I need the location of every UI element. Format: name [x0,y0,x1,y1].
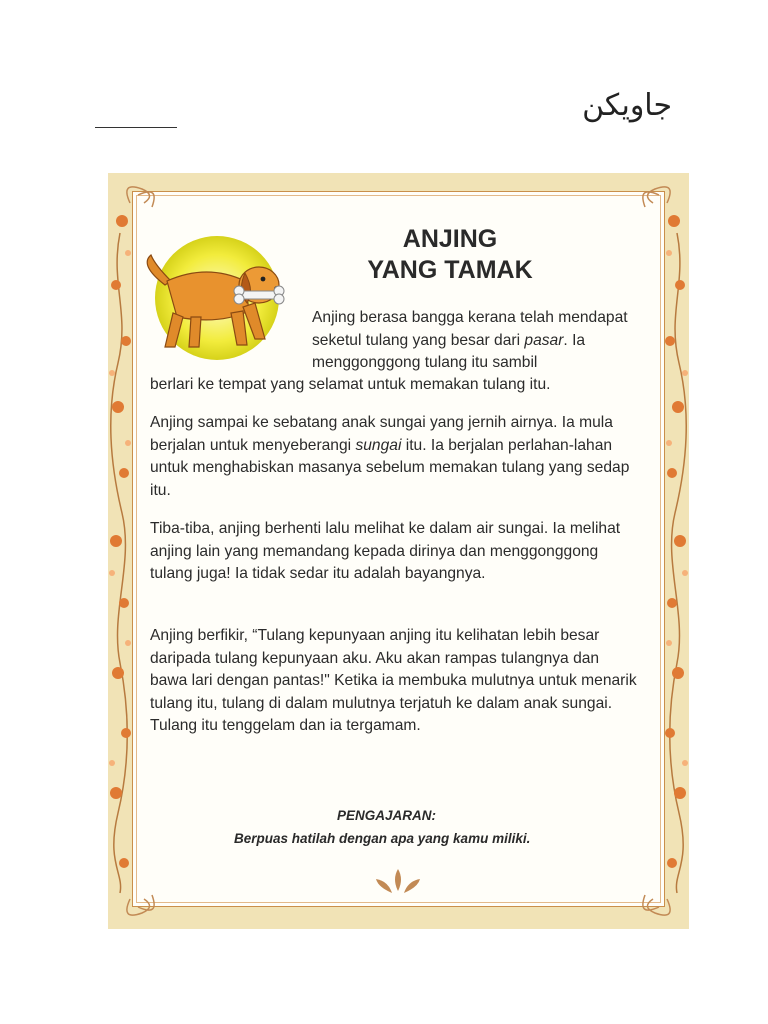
title-line-1: ANJING [402,225,498,253]
bottom-ornament-icon [376,869,420,893]
paragraph-4: Anjing berfikir, “Tulang kepunyaan anjing itu kelihatan lebih besar daripada tulang kepunyaan aku. Aku akan rampas tulangnya dan bawa lari dengan pantas!" Ketika ia membuka mulutnya untuk menarik tulang itu, tulang di dalam mulutnya terjatuh ke dalam anak sungai. Tulang itu tenggelam dan ia tergamam. [150,627,637,734]
p2-text-a: Anjing sampai ke sebatang anak sungai yang jernih airnya. Ia mula berjalan untuk menyeberangi [150,414,613,454]
paragraph-2 [150,412,640,502]
lesson-text: Berpuas hatilah dengan apa yang kamu miliki. [234,831,531,846]
story-title [330,224,570,286]
paragraph-1-intro [312,307,632,375]
p1-emphasis: pasar [524,331,564,349]
paragraph-1-end: berlari ke tempat yang selamat untuk memakan tulang itu. [150,376,551,393]
name-underline [95,127,177,128]
p2-emphasis: sungai [355,436,402,454]
p2-text-b: itu. Ia berjalan perlahan-lahan untuk menghabiskan masanya sebelum memakan tulang yang sedap itu. [150,436,630,499]
p1-text-a: Anjing berasa bangga kerana telah mendapat seketul tulang yang besar dari [312,309,628,349]
lesson-heading: PENGAJARAN: [337,808,437,823]
dog-illustration-icon [135,233,285,363]
paragraph-3: Tiba-tiba, anjing berhenti lalu melihat ke dalam air sungai. Ia melihat anjing lain yang memandang kepada dirinya dan menggonggong tulang juga! Ia tidak sedar itu adalah bayangnya. [150,520,621,582]
jawi-title: جاويكن [582,88,672,123]
p1-text-b: . Ia menggonggong tulang itu sambil [312,331,586,371]
title-line-2: YANG TAMAK [367,256,533,284]
